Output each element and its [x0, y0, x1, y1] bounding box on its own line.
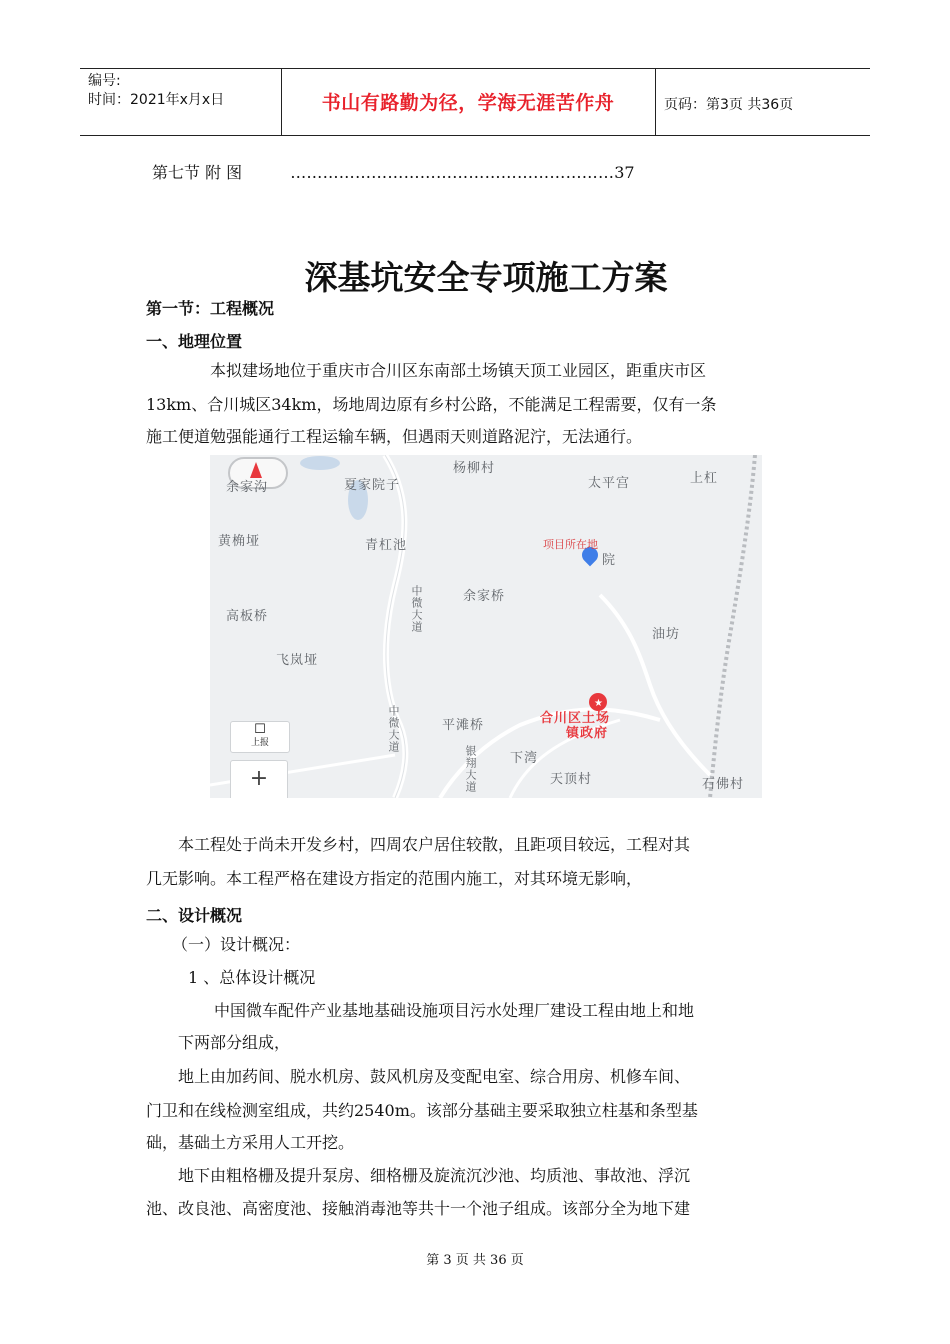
header-top-rule [80, 68, 870, 69]
report-button[interactable] [230, 721, 290, 753]
map-label: 石佛村 [702, 777, 745, 792]
subheading-overall-design: 1 、总体设计概况 [188, 968, 316, 987]
map-label: 杨柳村 [453, 461, 496, 476]
doc-date-label: 时间：2021年x月x日 [88, 92, 225, 108]
map-road-label: 中微大道 [387, 705, 400, 753]
toc-leader-dots: …………………………………………………… [290, 163, 615, 182]
header-divider-right [655, 68, 656, 136]
document-title: 深基坑安全专项施工方案 [304, 258, 668, 297]
map-label-town: 合川区土场 [540, 711, 611, 726]
paragraph-line: 地上由加药间、脱水机房、鼓风机房及变配电室、综合用房、机修车间、 [178, 1067, 691, 1086]
doc-code-label: 编号: [88, 73, 121, 89]
report-icon: ☐ [254, 722, 266, 737]
map-label: 余家桥 [463, 589, 506, 604]
paragraph-line: 门卫和在线检测室组成，共约2540m。该部分基础主要采取独立柱基和条型基 [146, 1101, 698, 1120]
paragraph-line: 下两部分组成， [178, 1033, 291, 1052]
subheading-location: 一、地理位置 [146, 332, 243, 351]
map-label: 下湾 [510, 751, 539, 766]
header-meta [88, 72, 224, 110]
section-heading-design: 二、设计概况 [146, 906, 243, 925]
paragraph-line: 施工便道勉强能通行工程运输车辆，但遇雨天则道路泥泞，无法通行。 [146, 427, 643, 446]
svg-text:★: ★ [594, 698, 603, 709]
map-label: 院 [602, 553, 617, 568]
map-road-label: 中微大道 [410, 585, 423, 633]
map-label: 夏家院子 [344, 478, 401, 493]
section-heading-overview: 第一节：工程概况 [146, 299, 275, 318]
map-label: 高板桥 [226, 609, 269, 624]
map-label-project: 项目所在地 [543, 538, 598, 551]
toc-entry-label: 第七节 附 图 [152, 163, 243, 182]
toc-page-number: 37 [614, 163, 635, 182]
map-label: 油坊 [652, 627, 681, 642]
report-button-label: 上报 [250, 738, 269, 748]
zoom-in-button[interactable]: + [230, 760, 288, 798]
paragraph-line: 几无影响。本工程严格在建设方指定的范围内施工，对其环境无影响， [146, 869, 643, 888]
paragraph-line: 中国微车配件产业基地基础设施项目污水处理厂建设工程由地上和地 [214, 1001, 695, 1020]
map-road-label: 银翔大道 [464, 745, 477, 793]
map-label-town: 镇政府 [566, 726, 609, 741]
map-label: 余家沟 [226, 480, 269, 495]
paragraph-line: 础，基础土方采用人工开挖。 [146, 1133, 355, 1152]
map-label: 太平宫 [588, 476, 631, 491]
map-label: 飞岚垭 [276, 653, 319, 668]
header-divider-left [281, 68, 282, 136]
header-bottom-rule [80, 135, 870, 136]
page-footer: 第 3 页 共 36 页 [426, 1253, 524, 1268]
paragraph-line: 地下由粗格栅及提升泵房、细格栅及旋流沉沙池、均质池、事故池、浮沉 [178, 1166, 691, 1185]
paragraph-line: 本拟建场地位于重庆市合川区东南部土场镇天顶工业园区，距重庆市区 [210, 361, 707, 380]
location-map[interactable] [210, 455, 762, 798]
map-label: 平滩桥 [442, 718, 485, 733]
map-label: 黄桷垭 [218, 534, 261, 549]
map-label: 上杠 [690, 471, 719, 486]
paragraph-line: 13km、合川城区34km，场地周边原有乡村公路，不能满足工程需要，仅有一条 [146, 395, 717, 414]
paragraph-line: 池、改良池、高密度池、接触消毒池等共十一个池子组成。该部分全为地下建 [146, 1199, 691, 1218]
toc-entry[interactable] [152, 160, 635, 183]
header-page-info: 页码：第3页 共36页 [664, 97, 794, 113]
subheading-design: （一）设计概况： [172, 935, 301, 954]
header-motto: 书山有路勤为径，学海无涯苦作舟 [321, 92, 615, 114]
map-label: 青杠池 [365, 538, 408, 553]
map-label: 天顶村 [550, 772, 593, 787]
paragraph-line: 本工程处于尚未开发乡村，四周农户居住较散，且距项目较远，工程对其 [178, 835, 691, 854]
